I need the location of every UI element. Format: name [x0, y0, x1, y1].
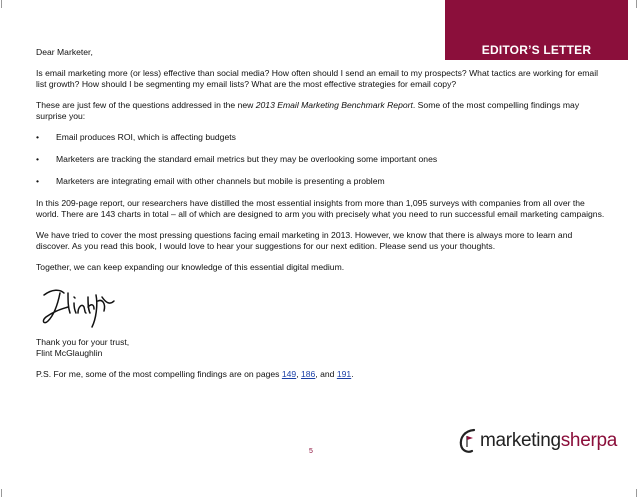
postscript-end: .: [351, 369, 354, 379]
paragraph-intro-text: These are just few of the questions addressed in the new: [36, 100, 256, 110]
list-item-text: Email produces ROI, which is affecting budgets: [56, 132, 236, 142]
paragraph-feedback: We have tried to cover the most pressing questions facing email marketing in 2013. However, we know that there is always more to learn and discover. As you read this book, I would love to hear your suggestions for our next edition. Please send us your thoughts.: [36, 230, 573, 251]
sign-off: [36, 337, 606, 359]
paragraph-intro-text-end: . Some of the most compelling findings may surprise you:: [36, 100, 580, 121]
bullet-symbol: •: [36, 176, 40, 186]
signer-name: Flint McGlaughlin: [36, 348, 103, 358]
logo-text-marketing: marketing: [480, 430, 561, 451]
closing: Thank you for your trust,: [36, 337, 130, 347]
crop-mark: [0, 489, 2, 497]
page-link-191[interactable]: 191: [336, 369, 352, 379]
paragraph-intro: [36, 100, 606, 122]
banner-title: EDITOR’S LETTER: [481, 43, 592, 57]
letter-body: [36, 47, 606, 390]
salutation: Dear Marketer,: [36, 47, 93, 57]
page-link-149[interactable]: 149: [281, 369, 297, 379]
page-link-186[interactable]: 186: [300, 369, 316, 379]
list-item-text: Marketers are tracking the standard email metrics but they may be overlooking some important ones: [56, 154, 438, 164]
list-item-text: Marketers are integrating email with other channels but mobile is presenting a problem: [56, 176, 385, 186]
sherpa-flag-icon: [458, 428, 480, 454]
list-item: [36, 154, 606, 165]
crop-mark: [0, 0, 2, 8]
postscript-text: P.S. For me, some of the most compelling findings are on pages: [36, 369, 282, 379]
report-title: 2013 Email Marketing Benchmark Report: [255, 100, 413, 110]
postscript-separator: ,: [296, 369, 301, 379]
postscript-separator: , and: [315, 369, 337, 379]
list-item: [36, 132, 606, 143]
signature: [38, 283, 606, 331]
logo-text-sherpa: sherpa: [560, 430, 618, 451]
paragraph-questions: Is email marketing more (or less) effective than social media? How often should I send an email to my prospects? What tactics are working for email list growth? How should I be segmenting my email lists? What are the most effective strategies for email copy?: [36, 68, 599, 89]
page-number: 5: [309, 448, 313, 455]
postscript: [36, 369, 606, 380]
handwritten-signature: [38, 283, 118, 331]
bullet-symbol: •: [36, 154, 40, 164]
list-item: [36, 176, 606, 187]
paragraph-report: In this 209-page report, our researchers have distilled the most essential insights from more than 1,095 surveys with companies from all over the world. There are 143 charts in total – all of which are designed to arm you with precisely what you need to run successful email marketing campaigns.: [36, 198, 605, 219]
bullet-symbol: •: [36, 132, 40, 142]
paragraph-closing: Together, we can keep expanding our knowledge of this essential digital medium.: [36, 262, 345, 272]
marketingsherpa-logo: [458, 428, 618, 454]
